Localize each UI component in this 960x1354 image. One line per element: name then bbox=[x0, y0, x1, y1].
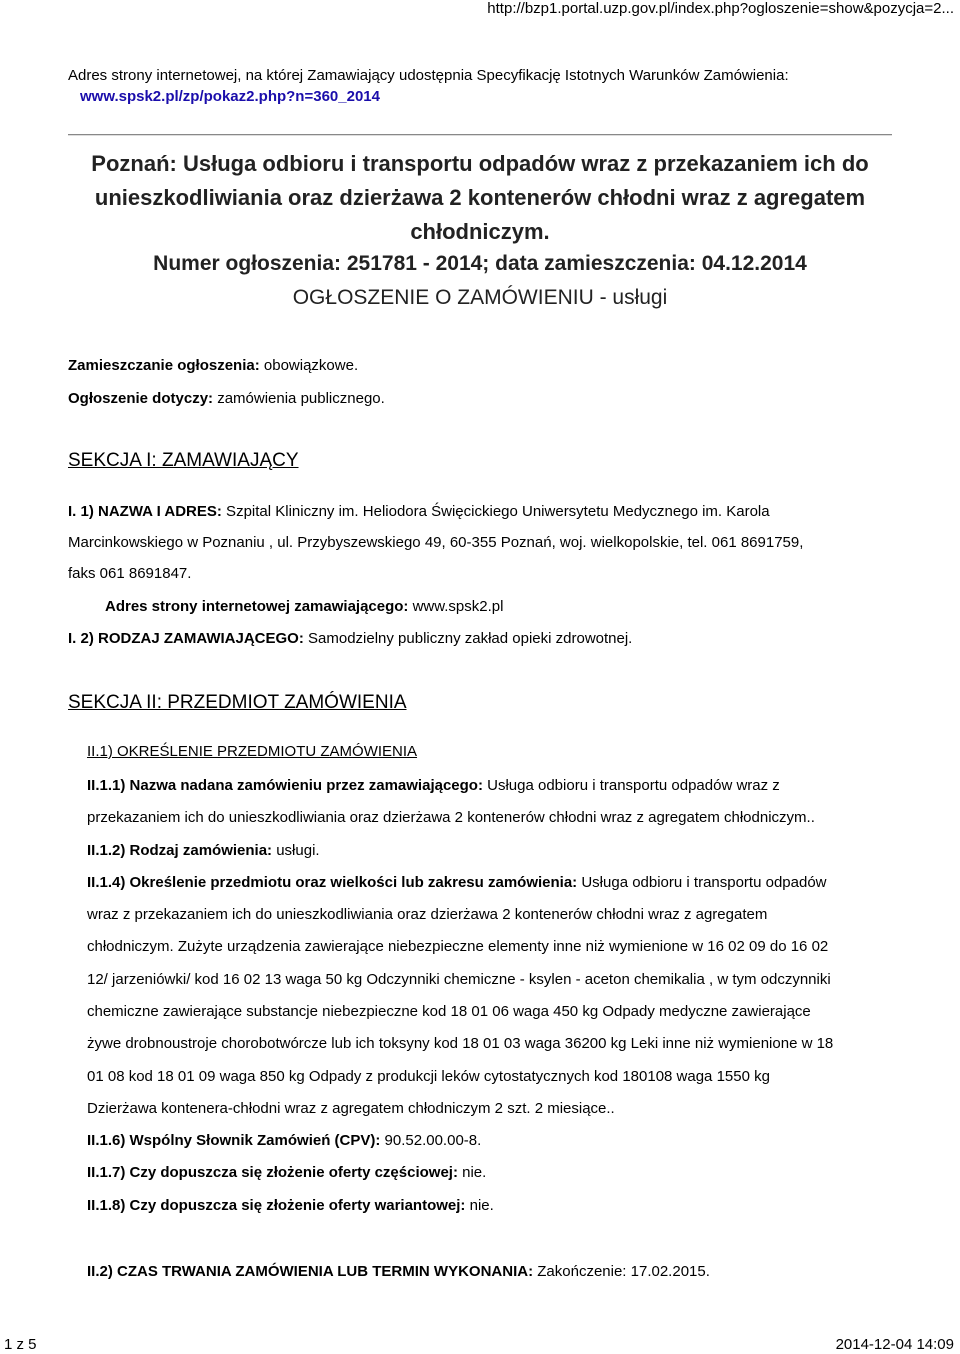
variant-offer-label: II.1.8) Czy dopuszcza się złożenie oferty wariantowej: bbox=[87, 1197, 466, 1214]
contracting-name-line-2: Marcinkowskiego w Poznaniu , ul. Przybyszewskiego 49, 60-355 Poznań, woj. wielkopolskie, tel. 061 8691759, bbox=[68, 534, 804, 551]
order-kind-label: II.1.2) Rodzaj zamówienia: bbox=[87, 842, 273, 859]
partial-offer-value: nie. bbox=[457, 1164, 487, 1181]
notice-number: Numer ogłoszenia: 251781 - 2014; data zamieszczenia: 04.12.2014 bbox=[153, 252, 807, 275]
contracting-name-line-3: faks 061 8691847. bbox=[68, 565, 192, 582]
website-value: www.spsk2.pl bbox=[408, 598, 504, 615]
placement-label: Zamieszczanie ogłoszenia: bbox=[68, 357, 260, 374]
partial-offer-row bbox=[87, 1164, 486, 1181]
variant-offer-row bbox=[87, 1197, 494, 1214]
contracting-name-label: I. 1) NAZWA I ADRES: bbox=[68, 503, 222, 520]
cpv-row bbox=[87, 1132, 481, 1149]
order-desc-line-1: Usługa odbioru i transportu odpadów bbox=[577, 874, 827, 891]
title-line-2: unieszkodliwiania oraz dzierżawa 2 kontenerów chłodni wraz z agregatem bbox=[94, 185, 866, 210]
concerns-row bbox=[68, 390, 385, 407]
order-desc-line: chemiczne zawierające substancje niebezpieczne kod 18 01 06 waga 450 kg Odpady medyczne zawierające bbox=[87, 1003, 811, 1020]
order-desc-line: wraz z przekazaniem ich do unieszkodliwiania oraz dzierżawa 2 kontenerów chłodni wraz z agregatem bbox=[87, 906, 768, 923]
website-label: Adres strony internetowej zamawiającego: bbox=[105, 598, 409, 615]
duration-row bbox=[87, 1263, 710, 1280]
order-desc-row bbox=[87, 874, 827, 891]
order-desc-label: II.1.4) Określenie przedmiotu oraz wielkości lub zakresu zamówienia: bbox=[87, 874, 578, 891]
order-desc-line: 12/ jarzeniówki/ kod 16 02 13 waga 50 kg Odczynniki chemiczne - ksylen - aceton chemikalia , w tym odczynniki bbox=[87, 971, 831, 988]
order-name-line-1: Usługa odbioru i transportu odpadów wraz z bbox=[482, 777, 780, 794]
title-line-3: chłodniczym. bbox=[410, 219, 550, 244]
siwz-intro-text: Adres strony internetowej, na której Zamawiający udostępnia Specyfikację Istotnych Warunków Zamówienia: bbox=[68, 67, 789, 84]
concerns-value: zamówienia publicznego. bbox=[213, 390, 385, 407]
partial-offer-label: II.1.7) Czy dopuszcza się złożenie oferty częściowej: bbox=[87, 1164, 458, 1181]
order-name-row bbox=[87, 777, 780, 794]
contracting-type-row bbox=[68, 630, 632, 647]
horizontal-divider bbox=[68, 134, 892, 136]
siwz-link[interactable]: www.spsk2.pl/zp/pokaz2.php?n=360_2014 bbox=[80, 88, 380, 105]
order-desc-line: Dzierżawa kontenera-chłodni wraz z agregatem chłodniczym 2 szt. 2 miesiące.. bbox=[87, 1100, 615, 1117]
order-desc-line: żywe drobnoustroje chorobotwórcze lub ich toksyny kod 18 01 03 waga 36200 kg Leki inne niż wymienione w 18 bbox=[87, 1035, 834, 1052]
concerns-label: Ogłoszenie dotyczy: bbox=[68, 390, 214, 407]
placement-value: obowiązkowe. bbox=[259, 357, 359, 374]
contracting-type-label: I. 2) RODZAJ ZAMAWIAJĄCEGO: bbox=[68, 630, 304, 647]
contracting-type-value: Samodzielny publiczny zakład opieki zdrowotnej. bbox=[303, 630, 633, 647]
cpv-label: II.1.6) Wspólny Słownik Zamówień (CPV): bbox=[87, 1132, 381, 1149]
variant-offer-value: nie. bbox=[465, 1197, 494, 1214]
order-name-label: II.1.1) Nazwa nadana zamówieniu przez zamawiającego: bbox=[87, 777, 483, 794]
cpv-value: 90.52.00.00-8. bbox=[380, 1132, 482, 1149]
title-line-1: Poznań: Usługa odbioru i transportu odpadów wraz z przekazaniem ich do bbox=[91, 151, 869, 176]
contracting-name-row bbox=[68, 503, 770, 520]
order-name-line-2: przekazaniem ich do unieszkodliwiania oraz dzierżawa 2 kontenerów chłodni wraz z agregatem chłodniczym.. bbox=[87, 809, 815, 826]
duration-label: II.2) CZAS TRWANIA ZAMÓWIENIA LUB TERMIN WYKONANIA: bbox=[87, 1263, 534, 1280]
duration-value: Zakończenie: 17.02.2015. bbox=[533, 1263, 710, 1280]
contracting-name-line-1: Szpital Kliniczny im. Heliodora Święcickiego Uniwersytetu Medycznego im. Karola bbox=[221, 503, 770, 520]
notice-type: OGŁOSZENIE O ZAMÓWIENIU - usługi bbox=[292, 286, 668, 309]
notice-title bbox=[40, 147, 920, 249]
page-url-header: http://bzp1.portal.uzp.gov.pl/index.php?ogloszenie=show&pozycja=2... bbox=[487, 0, 954, 17]
section-1-heading: SEKCJA I: ZAMAWIAJĄCY bbox=[68, 450, 299, 471]
section-2-heading: SEKCJA II: PRZEDMIOT ZAMÓWIENIA bbox=[68, 692, 407, 713]
order-kind-value: usługi. bbox=[272, 842, 320, 859]
placement-row bbox=[68, 357, 358, 374]
order-desc-line: 01 08 kod 18 01 09 waga 850 kg Odpady z produkcji leków cytostatycznych kod 180108 waga 1550 kg bbox=[87, 1068, 770, 1085]
print-timestamp: 2014-12-04 14:09 bbox=[835, 1336, 954, 1353]
website-row bbox=[105, 598, 503, 615]
page-number: 1 z 5 bbox=[4, 1336, 37, 1353]
order-kind-row bbox=[87, 842, 320, 859]
section-2-subheading: II.1) OKREŚLENIE PRZEDMIOTU ZAMÓWIENIA bbox=[87, 743, 418, 760]
order-desc-line: chłodniczym. Zużyte urządzenia zawierające niebezpieczne elementy inne niż wymienione w 16 02 09 do 16 02 bbox=[87, 938, 829, 955]
